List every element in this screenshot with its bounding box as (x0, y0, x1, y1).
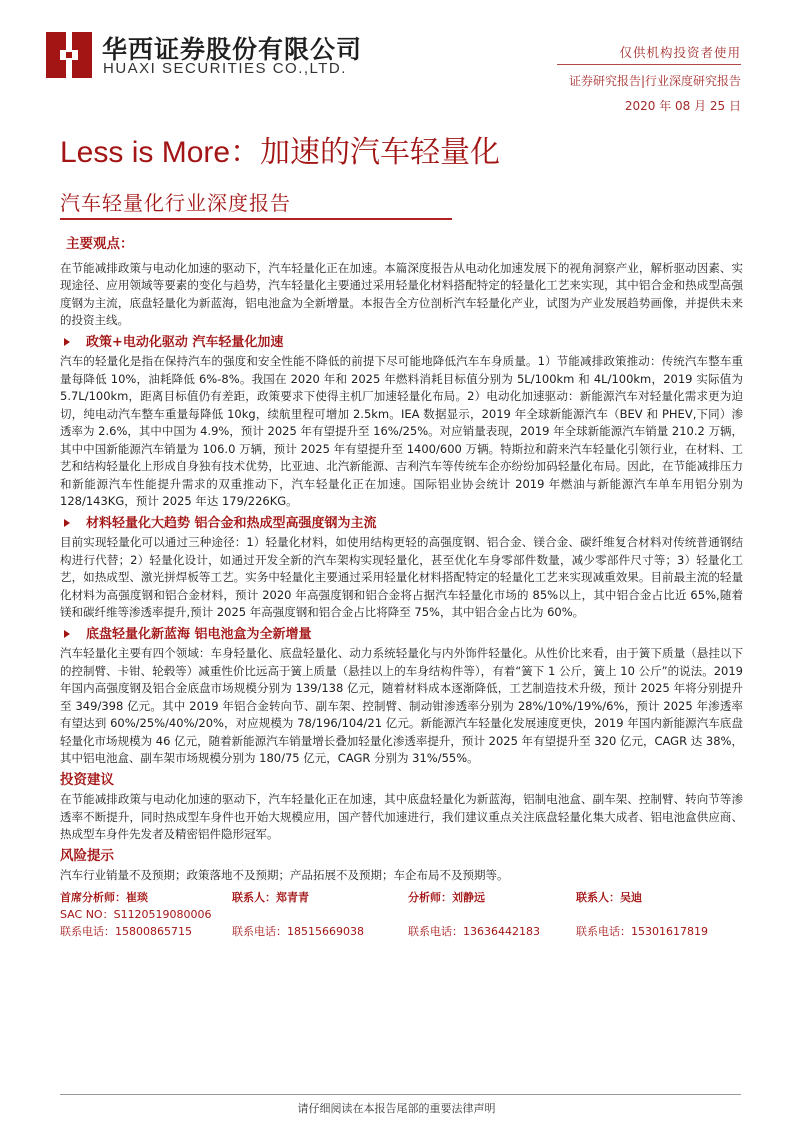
huaxi-logo-icon (46, 32, 94, 78)
analyst-table (60, 889, 743, 940)
bullet-triangle-icon (64, 338, 70, 346)
section-heading (60, 626, 743, 644)
page-title (60, 127, 500, 171)
summary-heading: 主要观点： (66, 236, 134, 252)
subtitle-divider (60, 218, 452, 220)
analyst-role: 首席分析师：崔琰 (60, 890, 148, 904)
section-heading (60, 334, 743, 352)
report-body (60, 234, 743, 940)
analyst-sac: SAC NO：S1120519080006 (60, 907, 212, 921)
section-text: 汽车的轻量化是指在保持汽车的强度和安全性能不降低的前提下尽可能地降低汽车车身质量。1）节能减排政策推动：传统汽车整车重量每降低 10%，油耗降低 6%-8%。我国在 2020 年和 2025 年燃料消耗目标值分别为 5L/100km 和 4L/100km，2019 实际值为 5.7L/100km，距离目标值仍有差距，政策要求下使得主机厂加速轻量化布局。2）电动化加速驱动：新能源汽车对轻量化需求更为迫切，纯电动汽车整车重量每降低 10kg，续航里程可增加 2.5km。IEA 数据显示，2019 年全球新能源汽车（BEV 和 PHEV,下同）渗透率为 2.6%，其中中国为 4.9%，预计 2025 年有望提升至 16%/25%。对应销量表现，2019 年全球新能源汽车销量 210.2 万辆，其中中国新能源汽车销量为 106.0 万辆，预计 2025 年有望提升至 1400/600 万辆。特斯拉和蔚来汽车轻量化引领行业，在材料、工艺和结构轻量化上形成自身独有技术优势，比亚迪、北汽新能源、吉利汽车等传统车企亦纷纷加码轻量化布局。因此，在节能减排压力和新能源汽车性能提升需求的双重推动下，汽车轻量化正在加速。国际铝业协会统计 2019 年燃油与新能源汽车单车用铝分别为 128/143KG，预计 2025 年达 179/226KG。 (60, 354, 743, 508)
header-divider (557, 64, 741, 65)
company-name-cn: 华西证券股份有限公司 (102, 35, 363, 64)
investment-text: 在节能减排政策与电动化加速的驱动下，汽车轻量化正在加速，其中底盘轻量化为新蓝海，铝制电池盒、副车架、控制臂、转向节等渗透率不断提升，同时热成型车身件也开始大规模应用，国产替代加速进行，我们建议重点关注底盘轻量化集大成者、铝电池盒供应商、热成型车身件先发者及精密铝件隐形冠军。 (60, 792, 743, 841)
analyst-phone: 联系电话：18515669038 (232, 924, 364, 938)
summary-intro: 在节能减排政策与电动化加速的驱动下，汽车轻量化正在加速。本篇深度报告从电动化加速发展下的视角洞察产业，解析驱动因素、实现途径、应用领域等要素的变化与趋势，汽车轻量化主要通过采用轻量化材料搭配特定的轻量化工艺来实现，其中铝合金和热成型高强度钢为主流，底盘轻量化为新蓝海，铝电池盒为全新增量。本报告全方位剖析汽车轻量化产业，试图为产业发展趋势画像，并提供未来的投资主线。 (60, 260, 743, 327)
analyst-phone: 联系电话：13636442183 (408, 924, 540, 938)
bullet-triangle-icon (64, 630, 70, 638)
audience-note: 仅供机构投资者使用 (619, 45, 741, 60)
report-date: 2020 年 08 月 25 日 (624, 99, 741, 113)
analyst-role: 联系人：郑青青 (232, 890, 309, 904)
risk-text: 汽车行业销量不及预期；政策落地不及预期；产品拓展不及预期；车企布局不及预期等。 (60, 868, 509, 882)
company-name-en: HUAXI SECURITIES CO.,LTD. (103, 60, 347, 77)
section-heading-text: 底盘轻量化新蓝海 铝电池盒为全新增量 (86, 626, 312, 642)
analyst-phone: 联系电话：15301617819 (576, 924, 708, 938)
report-subtitle: 汽车轻量化行业深度报告 (60, 191, 291, 215)
section-text: 目前实现轻量化可以通过三种途径：1）轻量化材料，如使用结构更轻的高强度钢、铝合金、镁合金、碳纤维复合材料对传统普通钢结构进行代替；2）轻量化设计，如通过开发全新的汽车架构实现轻量化，甚至优化车身零部件数量，减少零部件尺寸等；3）轻量化工艺，如热成型、激光拼焊板等工艺。实务中轻量化主要通过采用轻量化材料搭配特定的轻量化工艺来实现减重效果。目前最主流的轻量化材料为高强度钢和铝合金材料，预计 2020 年高强度钢和铝合金将占据汽车轻量化市场的 85%以上，其中铝合金占比近 65%,随着镁和碳纤维等渗透率提升,预计 2025 年高强度钢和铝合金占比将降至 75%，其中铝合金占比为 60%。 (60, 535, 743, 619)
bullet-triangle-icon (64, 519, 70, 527)
analyst-phone: 联系电话：15800865715 (60, 924, 192, 938)
investment-heading: 投资建议 (60, 771, 114, 788)
section-text: 汽车轻量化主要有四个领域：车身轻量化、底盘轻量化、动力系统轻量化与内外饰件轻量化。从性价比来看，由于簧下质量（悬挂以下的控制臂、卡钳、轮毂等）减重性价比远高于簧上质量（悬挂以上的车身结构件等），有着“簧下 1 公斤，簧上 10 公斤”的说法。2019 年国内高强度钢及铝合金底盘市场规模分别为 139/138 亿元，随着材料成本逐渐降低，工艺制造技术升级，预计 2025 年将分别提升至 349/398 亿元。其中 2019 年铝合金转向节、副车架、控制臂、制动钳渗透率分别为 28%/10%/19%/6%，预计 2025 年渗透率有望达到 60%/25%/40%/20%，对应规模为 78/196/104/21 亿元。新能源汽车轻量化发展速度更快，2019 年国内新能源汽车底盘轻量化市场规模为 46 亿元，随着新能源汽车销量增长叠加轻量化渗透率提升，预计 2025 年有望提升至 320 亿元，CAGR 达 38%，其中铝电池盒、副车架市场规模分别为 180/75 亿元，CAGR 分别为 31%/55%。 (60, 646, 743, 765)
section-heading-text: 政策+电动化驱动 汽车轻量化加速 (86, 334, 284, 350)
analyst-role: 联系人：吴迪 (576, 890, 642, 904)
report-type: 证券研究报告|行业深度研究报告 (568, 74, 741, 88)
title-cn: ：加速的汽车轻量化 (230, 135, 501, 170)
section-heading-text: 材料轻量化大趋势 铝合金和热成型高强度钢为主流 (86, 515, 377, 531)
legal-disclaimer: 请仔细阅读在本报告尾部的重要法律声明 (297, 1102, 496, 1115)
risk-heading: 风险提示 (60, 847, 114, 864)
section-heading (60, 515, 743, 533)
analyst-role: 分析师：刘静远 (408, 890, 485, 904)
title-en: Less is More (60, 136, 231, 169)
footer-divider (60, 1094, 741, 1095)
